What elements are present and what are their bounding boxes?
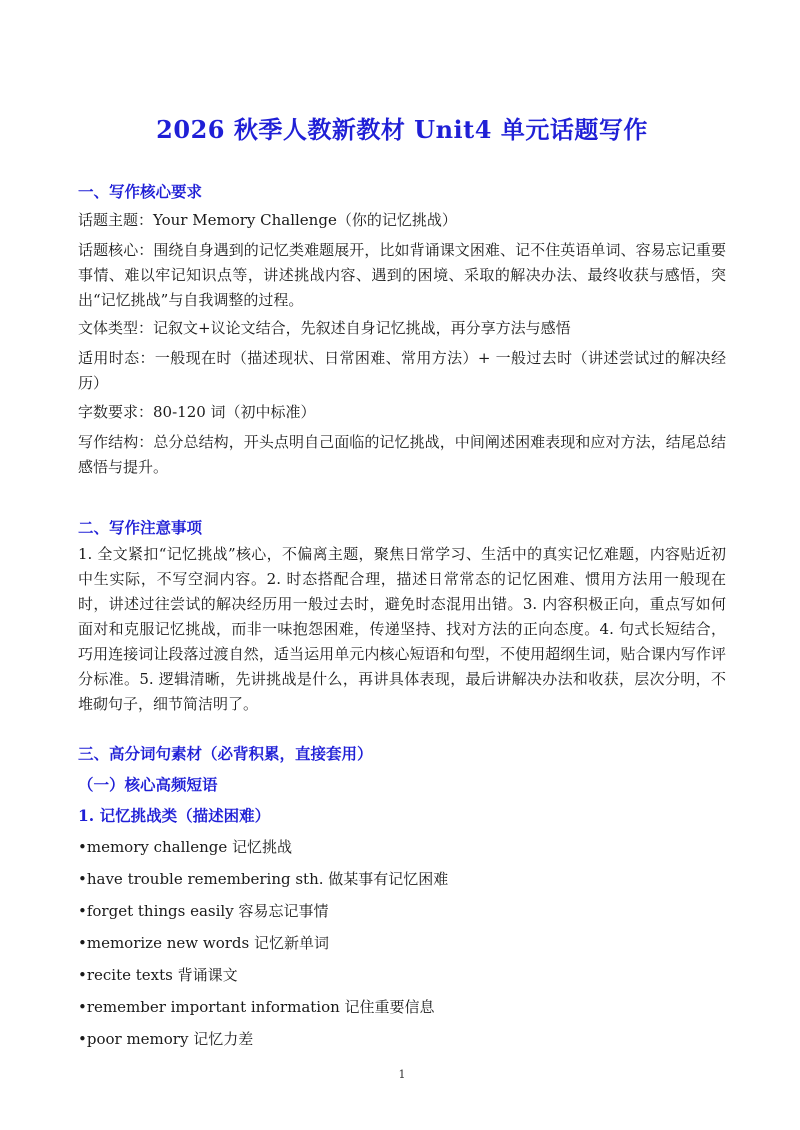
section1-word-count: 字数要求：80-120 词（初中标准） xyxy=(78,403,316,421)
section3-subheading: （一）核心高频短语 xyxy=(78,775,218,794)
page-number: 1 xyxy=(398,1068,406,1081)
list-item: •recite texts 背诵课文 xyxy=(78,966,238,984)
section1-core: 话题核心：围绕自身遇到的记忆类难题展开，比如背诵课文困难、记不住英语单词、容易忘记重要事情、难以牢记知识点等，讲述挑战内容、遇到的困境、采取的解决办法、最终收获与感悟，突出“记忆挑战”与自我调整的过程。 xyxy=(78,241,726,309)
list-item: •remember important information 记住重要信息 xyxy=(78,998,435,1016)
section1-topic: 话题主题：Your Memory Challenge（你的记忆挑战） xyxy=(78,211,457,229)
section2-body: 1. 全文紧扣“记忆挑战”核心，不偏离主题，聚焦日常学习、生活中的真实记忆难题，内容贴近初中生实际，不写空洞内容。2. 时态搭配合理，描述日常常态的记忆困难、惯用方法用一般现在时，讲述过往尝试的解决经历用一般过去时，避免时态混用出错。3. 内容积极正向，重点写如何面对和克服记忆挑战，而非一味抱怨困难，传递坚持、找对方法的正向态度。4. 句式长短结合，巧用连接词让段落过渡自然，适当运用单元内核心短语和句型，不使用超纲生词，贴合课内写作评分标准。5. 逻辑清晰，先讲挑战是什么，再讲具体表现，最后讲解决办法和收获，层次分明，不堆砌句子，细节简洁明了。 xyxy=(78,545,726,713)
list-item: •memory challenge 记忆挑战 xyxy=(78,838,292,856)
list-item: •forget things easily 容易忘记事情 xyxy=(78,902,329,920)
list-item: •have trouble remembering sth. 做某事有记忆困难 xyxy=(78,870,449,888)
document-title: 2026 秋季人教新教材 Unit4 单元话题写作 xyxy=(156,115,648,144)
section2-heading: 二、写作注意事项 xyxy=(78,518,203,537)
section1-structure: 写作结构：总分总结构，开头点明自己面临的记忆挑战，中间阐述困难表现和应对方法，结尾总结感悟与提升。 xyxy=(78,433,726,476)
section1-heading: 一、写作核心要求 xyxy=(78,182,203,201)
document-page xyxy=(78,0,726,1130)
list-item: •memorize new words 记忆新单词 xyxy=(78,934,329,952)
list-item: •poor memory 记忆力差 xyxy=(78,1030,254,1048)
section1-tense: 适用时态：一般现在时（描述现状、日常困难、常用方法）+ 一般过去时（讲述尝试过的解决经历） xyxy=(78,349,726,392)
section1-genre: 文体类型：记叙文+议论文结合，先叙述自身记忆挑战，再分享方法与感悟 xyxy=(78,319,571,337)
section3-category: 1. 记忆挑战类（描述困难） xyxy=(78,806,271,825)
section3-heading: 三、高分词句素材（必背积累，直接套用） xyxy=(78,744,373,763)
